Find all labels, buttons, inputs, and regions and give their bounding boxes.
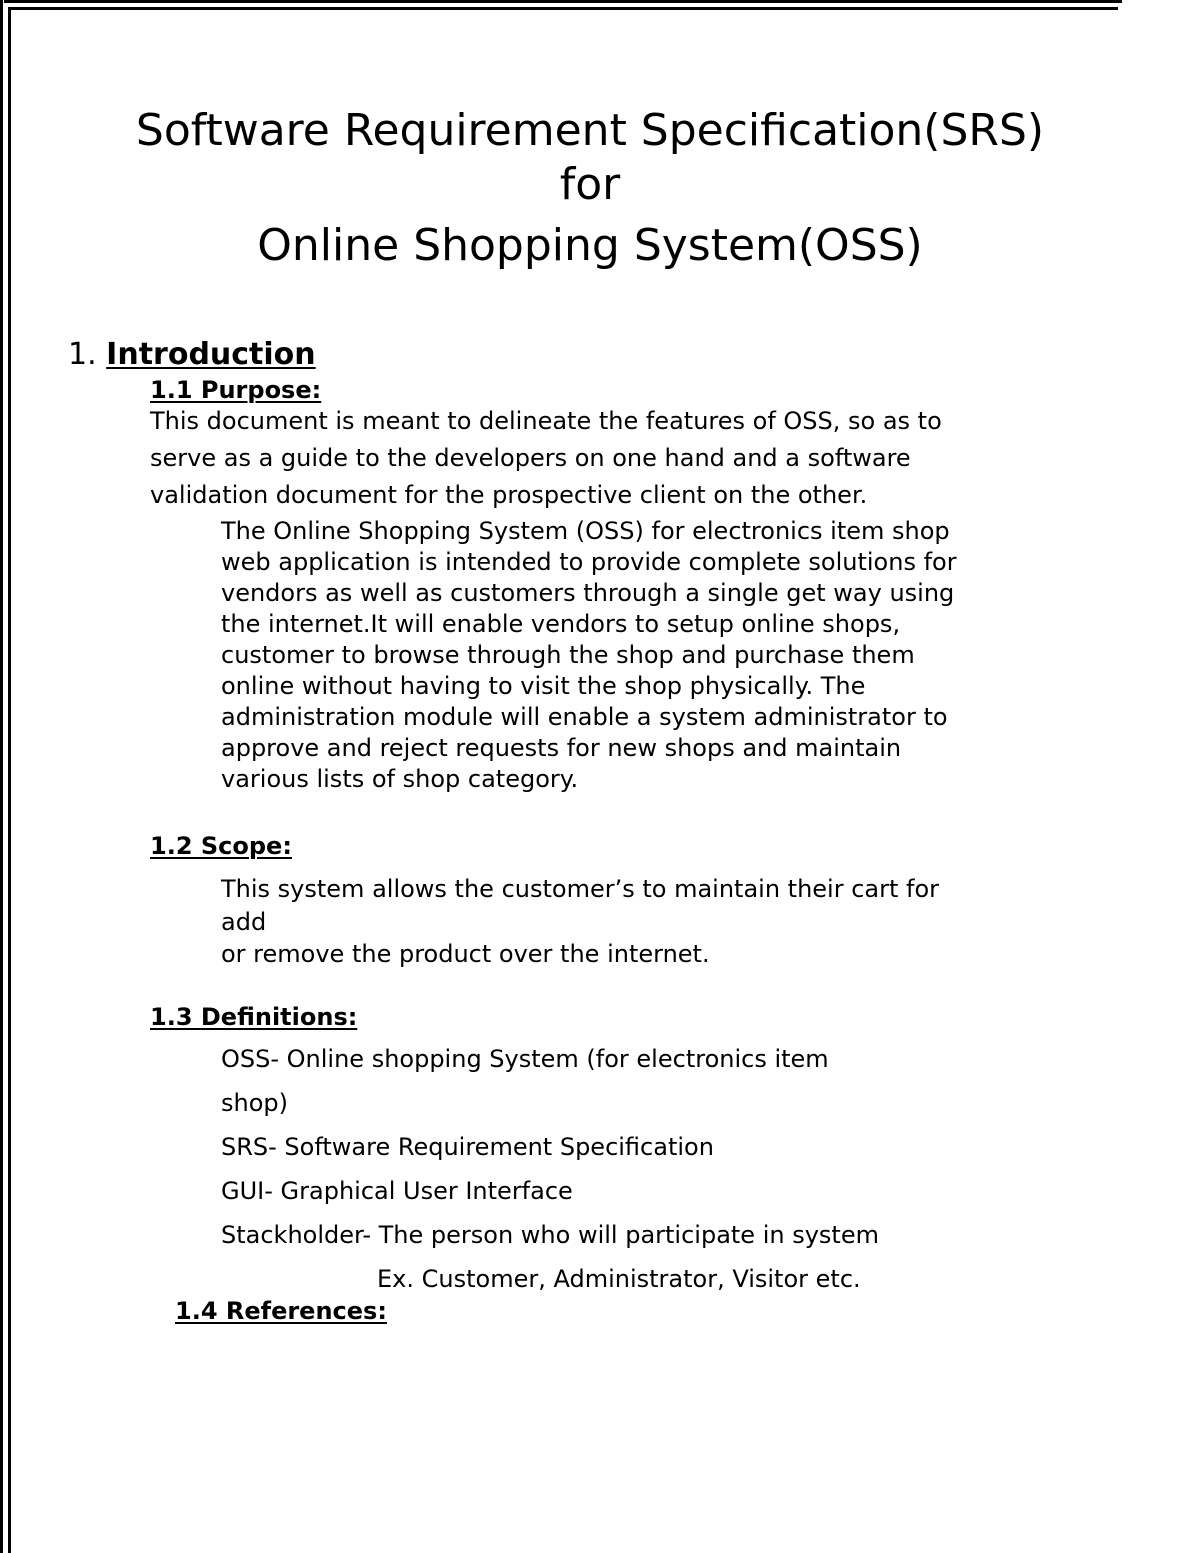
paragraph-line: web application is intended to provide complete solutions for <box>221 548 957 576</box>
paragraph-line: The Online Shopping System (OSS) for electronics item shop <box>221 517 950 545</box>
paragraph-line: This document is meant to delineate the features of OSS, so as to <box>150 407 942 435</box>
page-border-top-inner <box>8 7 1118 10</box>
definition-oss-continued: shop) <box>221 1089 288 1117</box>
references-heading: 1.4 References: <box>175 1297 387 1325</box>
paragraph-line: administration module will enable a system administrator to <box>221 703 948 731</box>
section-1-heading <box>68 337 316 373</box>
document-title-line-1: Software Requirement Specification(SRS) <box>135 105 1045 156</box>
paragraph-line: the internet.It will enable vendors to setup online shops, <box>221 610 901 638</box>
paragraph-line: vendors as well as customers through a single get way using <box>221 579 955 607</box>
definition-stackholder-example: Ex. Customer, Administrator, Visitor etc. <box>377 1265 861 1293</box>
paragraph-line: add <box>221 907 267 936</box>
paragraph-line: or remove the product over the internet. <box>221 940 710 968</box>
definition-srs: SRS- Software Requirement Specification <box>221 1133 714 1161</box>
document-title-line-3: Online Shopping System(OSS) <box>257 220 923 271</box>
paragraph-line: customer to browse through the shop and purchase them <box>221 641 915 669</box>
definition-oss: OSS- Online shopping System (for electronics item <box>221 1045 829 1073</box>
scope-heading: 1.2 Scope: <box>150 832 292 860</box>
document-title-line-2: for <box>559 159 621 210</box>
section-number: 1. <box>68 337 97 372</box>
purpose-paragraph-1 <box>150 403 942 514</box>
purpose-heading: 1.1 Purpose: <box>150 376 322 404</box>
scope-paragraph <box>221 873 939 971</box>
paragraph-line: various lists of shop category. <box>221 765 579 793</box>
purpose-paragraph-2 <box>221 516 957 795</box>
definitions-heading: 1.3 Definitions: <box>150 1003 358 1031</box>
paragraph-line: serve as a guide to the developers on one hand and a software <box>150 444 911 472</box>
definition-gui: GUI- Graphical User Interface <box>221 1177 573 1205</box>
paragraph-line: approve and reject requests for new shops and maintain <box>221 734 902 762</box>
section-title: Introduction <box>106 337 316 372</box>
paragraph-line: validation document for the prospective client on the other. <box>150 481 868 509</box>
paragraph-line: online without having to visit the shop physically. The <box>221 672 866 700</box>
paragraph-line: This system allows the customer’s to maintain their cart for <box>221 875 940 903</box>
page-border-top-outer <box>4 0 1122 3</box>
definition-stackholder: Stackholder- The person who will participate in system <box>221 1221 879 1249</box>
